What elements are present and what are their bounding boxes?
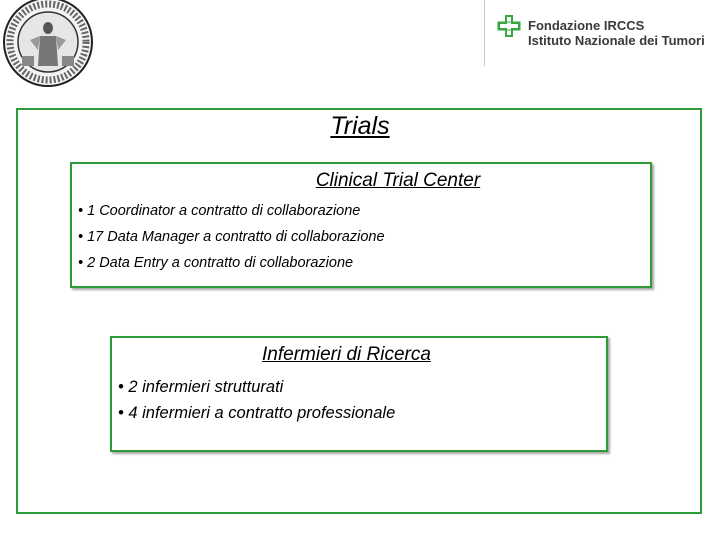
list-item: • 17 Data Manager a contratto di collaborazione (78, 229, 385, 245)
list-item: • 2 infermieri strutturati (118, 378, 284, 396)
bullet-list (78, 198, 385, 276)
institute-name-line2: Istituto Nazionale dei Tumori (528, 33, 705, 48)
logo-divider (484, 0, 485, 66)
institute-name (528, 18, 705, 48)
clinical-trial-center-box (70, 162, 652, 288)
box-title: Clinical Trial Center (315, 170, 481, 191)
infermieri-di-ricerca-box (110, 336, 608, 452)
box-title: Infermieri di Ricerca (262, 344, 431, 365)
institute-name-line1: Fondazione IRCCS (528, 18, 645, 33)
list-item: • 4 infermieri a contratto professionale (118, 404, 396, 422)
slide-title: Trials (330, 112, 390, 140)
list-item: • 1 Coordinator a contratto di collaborazione (78, 203, 361, 219)
list-item: • 2 Data Entry a contratto di collaborazione (78, 255, 354, 271)
bullet-list (118, 374, 395, 426)
university-seal-logo (0, 0, 100, 88)
